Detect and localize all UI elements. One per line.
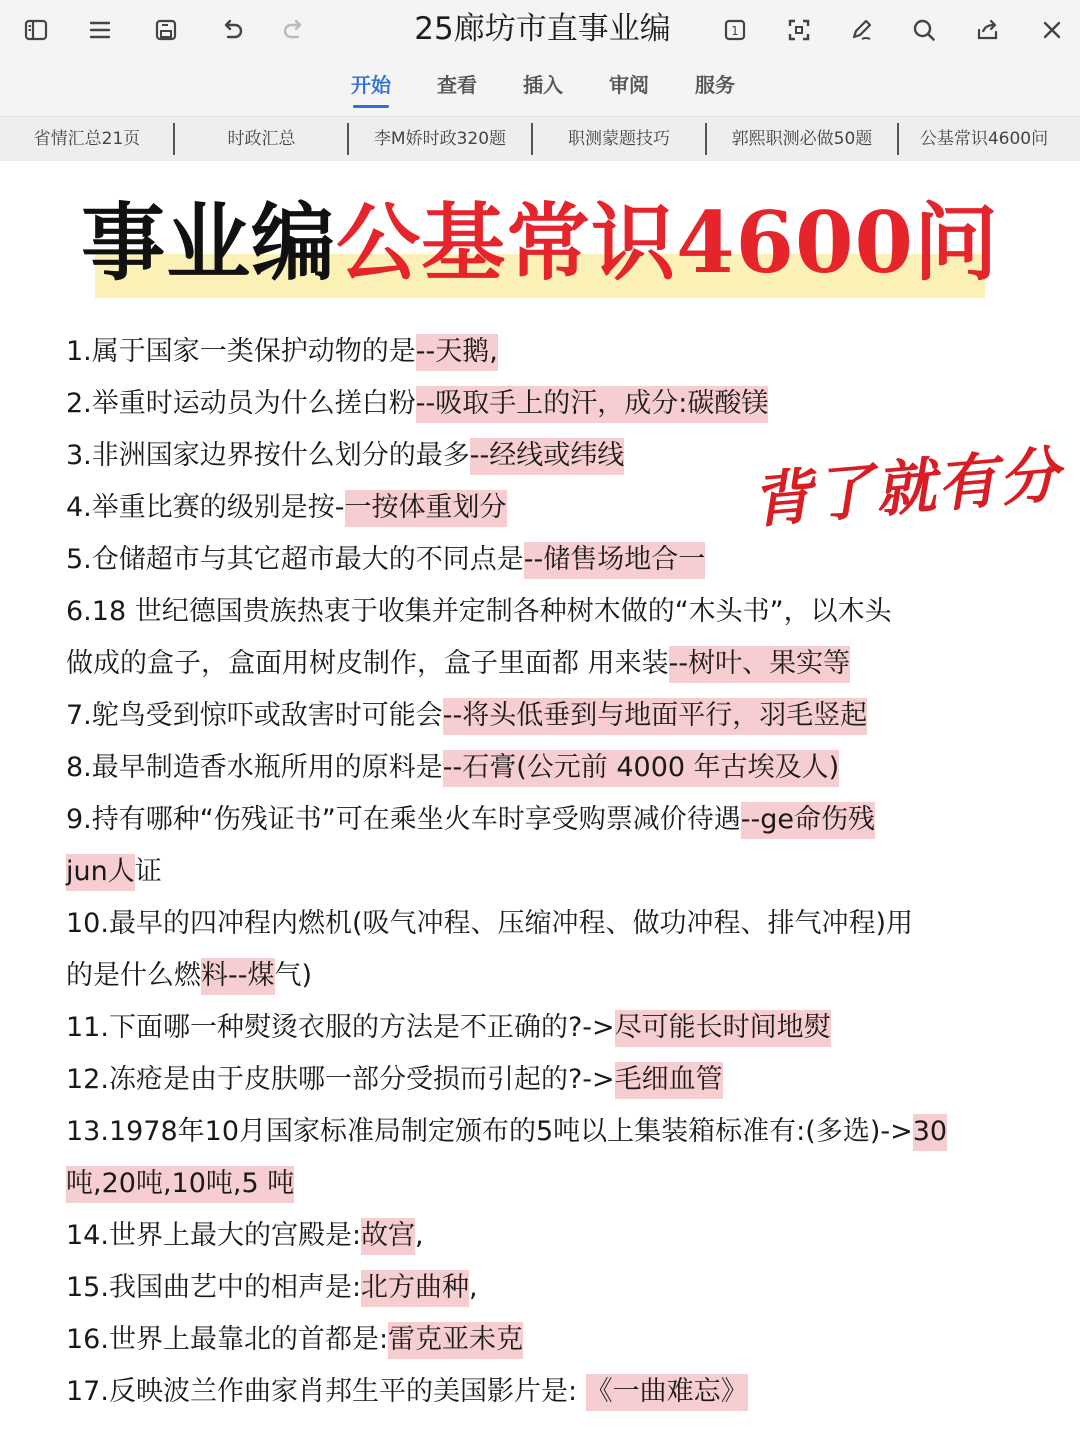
list-item: 6.18 世纪德国贵族热衷于收集并定制各种树木做的“木头书”，以木头 (66, 596, 892, 627)
list-item: 11.下面哪一种熨烫衣服的方法是不正确的?->尽可能长时间地熨 (66, 1002, 831, 1054)
answer-highlight: --天鹅, (416, 334, 498, 371)
answer-highlight: jun人 (66, 854, 135, 891)
list-item-continued: jun人证 (66, 846, 162, 898)
undo-icon[interactable] (214, 12, 250, 48)
list-item: 10.最早的四冲程内燃机(吸气冲程、压缩冲程、做功冲程、排气冲程)用 (66, 908, 914, 939)
list-item: 9.持有哪种“伤残证书”可在乘坐火车时享受购票减价待遇--ge命伤残 (66, 794, 875, 846)
list-item-continued: 的是什么燃料--煤气) (66, 950, 312, 1002)
list-item: 17.反映波兰作曲家肖邦生平的美国影片是: 《一曲难忘》 (66, 1366, 748, 1418)
bookmark-item[interactable]: 郭熙职测必做50题 (731, 129, 873, 149)
menu-icon[interactable] (82, 12, 118, 48)
annotate-icon[interactable] (843, 12, 879, 48)
list-item-continued: 做成的盒子，盒面用树皮制作，盒子里面都 用来装--树叶、果实等 (66, 638, 850, 690)
list-item: 8.最早制造香水瓶所用的原料是--石膏(公元前 4000 年古埃及人) (66, 742, 839, 794)
search-icon[interactable] (906, 12, 942, 48)
answer-highlight: 雷克亚未克 (388, 1322, 523, 1359)
tab-services[interactable]: 服务 (695, 73, 735, 97)
tab-start[interactable]: 开始 (351, 70, 391, 100)
answer-highlight: 吨,20吨,10吨,5 吨 (66, 1166, 294, 1203)
list-item: 14.世界上最大的宫殿是:故宫, (66, 1210, 424, 1262)
answer-highlight: 《一曲难忘》 (586, 1374, 748, 1411)
bookmark-item[interactable]: 省情汇总21页 (33, 129, 141, 149)
svg-text:1: 1 (731, 24, 739, 38)
share-icon[interactable] (970, 12, 1006, 48)
save-icon[interactable] (148, 12, 184, 48)
document-heading (0, 188, 1080, 308)
answer-highlight: --树叶、果实等 (669, 646, 851, 683)
bookmark-item[interactable]: 时政汇总 (227, 129, 296, 149)
tab-review[interactable]: 审阅 (609, 73, 649, 97)
handwritten-note: 背了就有分 (748, 440, 1064, 537)
list-item-continued (66, 1158, 294, 1210)
tab-insert[interactable]: 插入 (523, 73, 563, 97)
answer-highlight: --吸取手上的汗，成分:碳酸镁 (416, 386, 769, 423)
tab-view[interactable]: 查看 (437, 73, 477, 97)
list-item: 15.我国曲艺中的相声是:北方曲种, (66, 1262, 478, 1314)
bookmark-bar (0, 116, 1080, 161)
answer-highlight: --储售场地合一 (524, 542, 706, 579)
answer-highlight: --经线或纬线 (470, 438, 625, 475)
answer-highlight: 北方曲种 (361, 1270, 469, 1307)
redo-icon[interactable] (276, 12, 312, 48)
answer-highlight: 故宫 (361, 1218, 415, 1255)
bookmark-item[interactable]: 职测蒙题技巧 (568, 129, 670, 149)
answer-highlight: 一按体重划分 (345, 490, 507, 527)
document-title: 25廊坊市直事业编 (414, 11, 671, 47)
list-item: 12.冻疮是由于皮肤哪一部分受损而引起的?->毛细血管 (66, 1054, 723, 1106)
answer-highlight: 料--煤 (201, 958, 275, 995)
ribbon-tabs (0, 60, 1080, 116)
list-item: 4.举重比赛的级别是按-一按体重划分 (66, 482, 507, 534)
list-item: 3.非洲国家边界按什么划分的最多--经线或纬线 (66, 430, 624, 482)
heading-red-text: 公基常识4600问 (336, 193, 999, 292)
top-toolbar (0, 0, 1080, 60)
bookmark-item[interactable]: 李M娇时政320题 (373, 129, 507, 149)
answer-highlight: --ge命伤残 (741, 802, 875, 839)
list-item: 2.举重时运动员为什么搓白粉--吸取手上的汗，成分:碳酸镁 (66, 378, 768, 430)
page-count-icon[interactable] (717, 12, 753, 48)
list-item: 16.世界上最靠北的首都是:雷克亚未克 (66, 1314, 523, 1366)
answer-highlight: 尽可能长时间地熨 (615, 1010, 831, 1047)
list-item: 1.属于国家一类保护动物的是--天鹅, (66, 326, 498, 378)
answer-highlight: --将头低垂到与地面平行，羽毛竖起 (443, 698, 868, 735)
answer-highlight: --石膏(公元前 4000 年古埃及人) (443, 750, 839, 787)
answer-highlight: 30 (913, 1114, 947, 1151)
list-item: 13.1978年10月国家标准局制定颁布的5吨以上集装箱标准有:(多选)->30 (66, 1106, 947, 1158)
close-icon[interactable] (1034, 12, 1070, 48)
list-item: 5.仓储超市与其它超市最大的不同点是--储售场地合一 (66, 534, 705, 586)
bookmark-item[interactable]: 公基常识4600问 (919, 129, 1049, 149)
sidebar-icon[interactable] (18, 12, 54, 48)
list-item: 7.鸵鸟受到惊吓或敌害时可能会--将头低垂到与地面平行，羽毛竖起 (66, 690, 867, 742)
fullscreen-icon[interactable] (781, 12, 817, 48)
heading-black-text: 事业编 (81, 193, 337, 292)
answer-highlight: 毛细血管 (615, 1062, 723, 1099)
